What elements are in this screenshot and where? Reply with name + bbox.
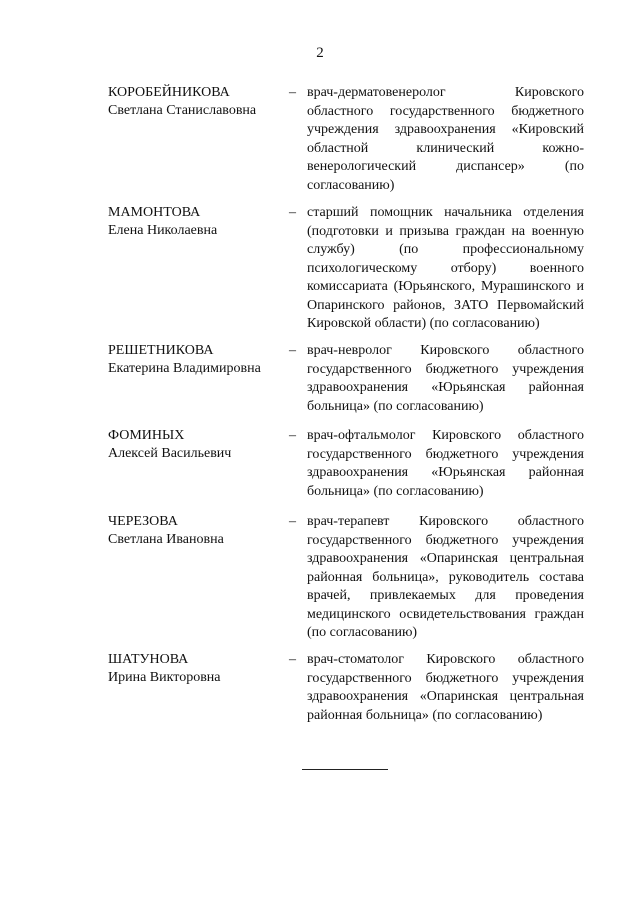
entry-dash: – bbox=[289, 514, 296, 529]
member-surname: ШАТУНОВА bbox=[108, 652, 189, 667]
entry-dash: – bbox=[289, 205, 296, 220]
member-given-names: Екатерина Владимировна bbox=[108, 361, 261, 376]
member-given-names: Ирина Викторовна bbox=[108, 670, 221, 685]
member-position: врач-дерматовенеролог Кировского областного государственного бюджетного учреждения здравоохранения «Кировский областной клинический кожно-венерологический диспансер» (по согласованию) bbox=[307, 85, 584, 193]
member-name bbox=[108, 513, 283, 549]
member-name bbox=[108, 651, 283, 687]
entry-dash: – bbox=[289, 652, 296, 667]
member-given-names: Светлана Станиславовна bbox=[108, 103, 257, 118]
member-position: врач-невролог Кировского областного государственного бюджетного учреждения здравоохранения «Юрьянская районная больница» (по согласованию) bbox=[307, 343, 584, 414]
entry-dash: – bbox=[289, 85, 296, 100]
member-position: врач-стоматолог Кировского областного государственного бюджетного учреждения здравоохранения «Опаринская центральная районная больница» (по согласованию) bbox=[307, 652, 584, 723]
member-position: старший помощник начальника отделения (подготовки и призыва граждан на военную службу) (по профессиональному психологическому отбору) военного комиссариата (Юрьянского, Мурашинского и Опаринского районов, ЗАТО Первомайский Кировской области) (по согласованию) bbox=[307, 205, 584, 331]
end-of-list-rule bbox=[302, 769, 388, 770]
member-name bbox=[108, 342, 283, 378]
member-surname: ФОМИНЫХ bbox=[108, 428, 185, 443]
entry-dash: – bbox=[289, 343, 296, 358]
member-surname: ЧЕРЕЗОВА bbox=[108, 514, 178, 529]
member-name bbox=[108, 427, 283, 463]
entry-dash: – bbox=[289, 428, 296, 443]
member-given-names: Елена Николаевна bbox=[108, 223, 218, 238]
member-position: врач-офтальмолог Кировского областного государственного бюджетного учреждения здравоохранения «Юрьянская районная больница» (по согласованию) bbox=[307, 428, 584, 499]
member-position: врач-терапевт Кировского областного государственного бюджетного учреждения здравоохранения «Опаринская центральная районная больница», руководитель состава врачей, привлекаемых для проведения медицинского освидетельствования граждан (по согласованию) bbox=[307, 514, 584, 640]
member-surname: КОРОБЕЙНИКОВА bbox=[108, 85, 230, 100]
member-surname: МАМОНТОВА bbox=[108, 205, 201, 220]
member-given-names: Алексей Васильевич bbox=[108, 446, 232, 461]
page-number: 2 bbox=[316, 45, 324, 61]
member-given-names: Светлана Ивановна bbox=[108, 532, 224, 547]
member-surname: РЕШЕТНИКОВА bbox=[108, 343, 214, 358]
member-name bbox=[108, 204, 283, 240]
member-name bbox=[108, 84, 283, 120]
